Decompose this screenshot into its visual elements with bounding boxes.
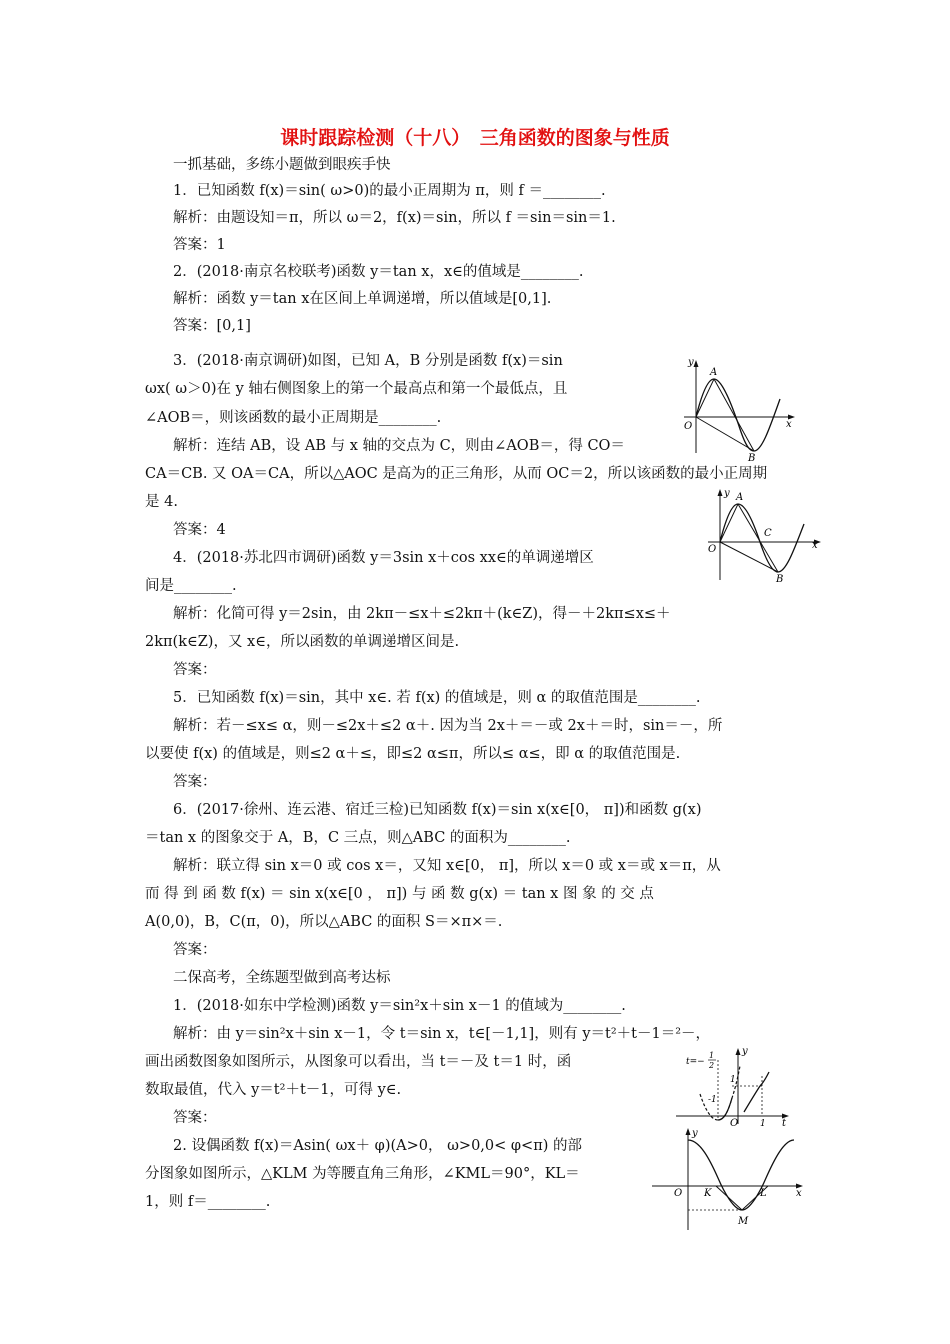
fig2-point-c-label: C — [764, 528, 772, 539]
fig3-half-numerator: 1 — [709, 1051, 715, 1060]
fig3-t-axis-label: t — [782, 1118, 787, 1128]
fig4-point-l-label: L — [760, 1188, 767, 1199]
question-1: 1．已知函数 f(x)＝sin( ω>0)的最小正周期为 π，则 f ＝________. — [173, 183, 606, 199]
answer-6: 答案： — [173, 942, 217, 958]
question-6-line2: ＝tan x 的图象交于 A，B，C 三点，则△ABC 的面积为________. — [145, 830, 571, 846]
question-5: 5．已知函数 f(x)＝sin，其中 x∈. 若 f(x) 的值域是，则 α 的取值范围是________. — [173, 690, 701, 706]
solution-5-line2: 以要使 f(x) 的值域是，则≤2 α＋≤，即≤2 α≤π，所以≤ α≤，即 α 的取值范围是. — [145, 746, 681, 762]
solution-3: 解析：连结 AB，设 AB 与 x 轴的交点为 C，则由∠AOB＝，得 CO＝ — [173, 438, 625, 454]
figure-b2 — [648, 1126, 808, 1232]
answer-5: 答案： — [173, 774, 217, 790]
question-3-line2: ωx( ω＞0)在 y 轴右侧图象上的第一个最高点和第一个最低点，且 — [145, 381, 568, 397]
solution-3-line3: 是 4. — [145, 494, 178, 510]
fig1-origin-label: O — [684, 421, 693, 432]
solution-6: 解析：联立得 sin x＝0 或 cos x＝，又知 x∈[0， π]，所以 x＝0 或 x＝或 x＝π，从 — [173, 858, 721, 874]
question-6: 6．(2017·徐州、连云港、宿迁三检)已知函数 f(x)＝sin x(x∈[0， π])和函数 g(x) — [173, 802, 702, 818]
section-heading-1: 一抓基础，多练小题做到眼疾手快 — [173, 157, 391, 173]
fig2-x-label: x — [812, 540, 818, 551]
question-3-line3: ∠AOB＝，则该函数的最小正周期是________. — [145, 410, 442, 426]
fig2-y-label: y — [724, 488, 730, 499]
fig4-point-k-label: K — [704, 1188, 712, 1199]
fig1-x-label: x — [786, 419, 792, 430]
section-heading-2: 二保高考，全练题型做到高考达标 — [173, 970, 391, 986]
answer-2: 答案：[0,1] — [173, 318, 251, 334]
question-b1: 1．(2018·如东中学检测)函数 y＝sin²x＋sin x－1 的值域为________. — [173, 998, 626, 1014]
solution-4-line2: 2kπ(k∈Z)，又 x∈，所以函数的单调递增区间是. — [145, 634, 460, 650]
solution-6-line3: A(0,0)，B，C(π，0)，所以△ABC 的面积 S＝×π×＝. — [145, 914, 503, 930]
fig3-one-x-label: 1 — [760, 1119, 766, 1128]
question-2: 2．(2018·南京名校联考)函数 y＝tan x，x∈的值域是________. — [173, 264, 584, 280]
fig2-point-b-label: B — [776, 574, 784, 584]
fig3-half-denominator: 2 — [709, 1061, 715, 1070]
fig4-y-label: y — [692, 1128, 698, 1139]
answer-4: 答案： — [173, 662, 217, 678]
solution-b1-line2: 画出函数图象如图所示，从图象可以看出，当 t＝－及 t＝1 时，函 — [145, 1054, 572, 1070]
fig3-neg-one-label: -1 — [708, 1095, 717, 1105]
answer-b1: 答案： — [173, 1110, 217, 1126]
solution-2: 解析：函数 y＝tan x在区间上单调递增，所以值域是[0,1]. — [173, 291, 552, 307]
solution-b1: 解析：由 y＝sin²x＋sin x－1，令 t＝sin x，t∈[－1,1]，则有 y＝t²＋t－1＝²－， — [173, 1026, 711, 1042]
solution-b1-line3: 数取最值，代入 y＝t²＋t－1，可得 y∈. — [145, 1082, 402, 1098]
question-4: 4．(2018·苏北四市调研)函数 y＝3sin x＋cos xx∈的单调递增区 — [173, 550, 594, 566]
answer-1: 答案：1 — [173, 237, 226, 253]
fig3-y-label: y — [742, 1046, 748, 1057]
figure-q3-solution — [700, 484, 824, 584]
question-3: 3．(2018·南京调研)如图，已知 A，B 分别是函数 f(x)＝sin — [173, 353, 563, 369]
fig2-origin-label: O — [708, 544, 717, 555]
question-4-line2: 间是________. — [145, 578, 237, 594]
solution-4: 解析：化简可得 y＝2sin，由 2kπ－≤x＋≤2kπ＋(k∈Z)，得－＋2kπ≤x≤＋ — [173, 606, 671, 622]
question-b2-line2: 分图象如图所示，△KLM 为等腰直角三角形，∠KML＝90°，KL＝ — [145, 1166, 580, 1182]
fig3-origin-label: O — [730, 1118, 739, 1128]
fig4-origin-label: O — [674, 1188, 683, 1199]
solution-1: 解析：由题设知＝π，所以 ω＝2，f(x)＝sin，所以 f ＝sin＝sin＝1. — [173, 210, 616, 226]
question-b2-line3: 1，则 f＝________. — [145, 1194, 271, 1210]
solution-5: 解析：若－≤x≤ α，则－≤2x＋≤2 α＋. 因为当 2x＋＝－或 2x＋＝时，sin＝－，所 — [173, 718, 723, 734]
figure-q3 — [678, 355, 800, 463]
fig4-point-m-label: M — [738, 1216, 749, 1227]
fig2-point-a-label: A — [736, 492, 744, 503]
figure-b1 — [672, 1046, 796, 1128]
fig1-y-label: y — [688, 357, 694, 368]
fig3-one-y-label: 1 — [730, 1075, 736, 1085]
question-b2: 2. 设偶函数 f(x)＝Asin( ωx＋ φ)(A>0， ω>0,0< φ<π) 的部 — [173, 1138, 582, 1154]
solution-3-line2: CA＝CB. 又 OA＝CA，所以△AOC 是高为的正三角形，从而 OC＝2，所以该函数的最小正周期 — [145, 466, 768, 482]
fig3-t-value-label: t=− — [686, 1057, 705, 1067]
page-title: 课时跟踪检测（十八） 三角函数的图象与性质 — [280, 127, 670, 149]
fig1-point-a-label: A — [710, 367, 718, 378]
solution-6-line2: 而 得 到 函 数 f(x) ＝ sin x(x∈[0 ， π]) 与 函 数 g(x) ＝ tan x 图 象 的 交 点 — [145, 886, 654, 902]
answer-3: 答案：4 — [173, 522, 226, 538]
fig4-x-label: x — [796, 1188, 802, 1199]
fig1-point-b-label: B — [748, 453, 756, 463]
